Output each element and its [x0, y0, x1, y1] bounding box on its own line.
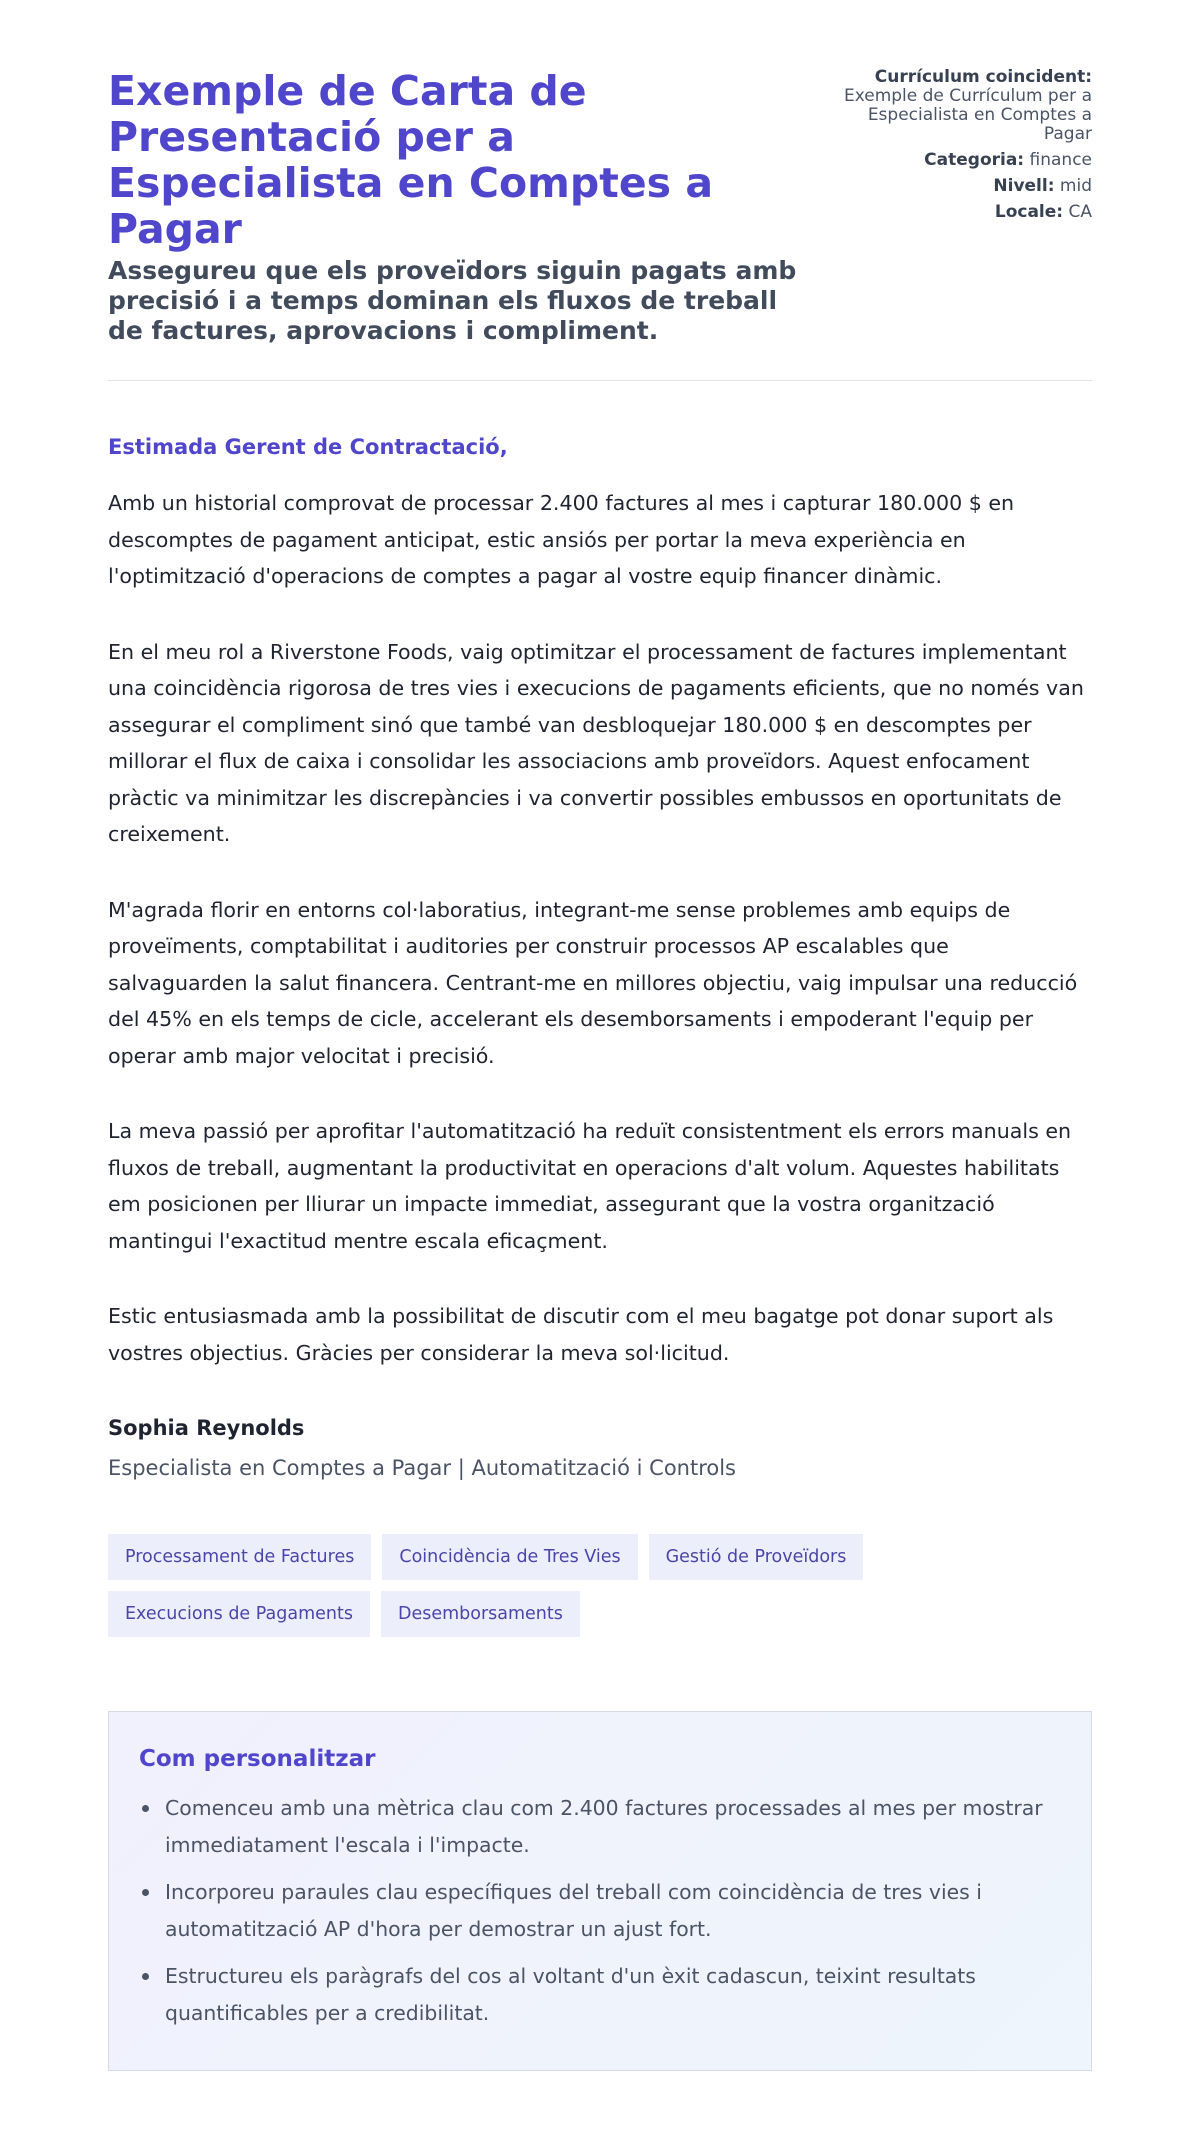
meta-panel	[827, 68, 1092, 229]
letter-salutation: Estimada Gerent de Contractació,	[108, 435, 508, 459]
meta-level-label: Nivell:	[993, 176, 1055, 196]
tips-item: Estructureu els paràgrafs del cos al voltant d'un èxit cadascun, teixint resultats quantificables per a credibilitat.	[139, 1958, 1061, 2032]
signature-title: Especialista en Comptes a Pagar | Automatització i Controls	[108, 1456, 737, 1480]
meta-category-value: finance	[1029, 150, 1092, 170]
letter-paragraph: La meva passió per aprofitar l'automatització ha reduït consistentment els errors manuals en fluxos de treball, augmentant la productivitat en operacions d'alt volum. Aquestes habilitats em posicionen per lliurar un impacte immediat, assegurant que la vostra organització mantingui l'exactitud mentre escala eficaçment.	[108, 1119, 1072, 1253]
letter-paragraph: Amb un historial comprovat de processar 2.400 factures al mes i capturar 180.000 $ en descomptes de pagament anticipat, estic ansiós per portar la meva experiència en l'optimització d'operacions de comptes a pagar al vostre equip financer dinàmic.	[108, 491, 1015, 588]
meta-level-value: mid	[1059, 176, 1092, 196]
skill-tag: Coincidència de Tres Vies	[382, 1534, 637, 1580]
letter-paragraph: Estic entusiasmada amb la possibilitat de discutir com el meu bagatge pot donar suport als vostres objectius. Gràcies per considerar la meva sol·licitud.	[108, 1304, 1054, 1365]
page-subtitle: Assegureu que els proveïdors siguin pagats amb precisió i a temps dominan els fluxos de treball de factures, aprovacions i compliment.	[108, 256, 797, 345]
skill-tag: Execucions de Pagaments	[108, 1591, 370, 1637]
meta-locale-label: Locale:	[994, 202, 1064, 222]
skill-tags	[108, 1534, 988, 1648]
letter-paragraph: En el meu rol a Riverstone Foods, vaig optimitzar el processament de factures implementant una coincidència rigorosa de tres vies i execucions de pagaments eficients, que no només van assegurar el compliment sinó que també van desbloquejar 180.000 $ en descomptes per millorar el flux de caixa i consolidar les associacions amb proveïdors. Aquest enfocament pràctic va minimitzar les discrepàncies i va convertir possibles embussos en oportunitats de creixement.	[108, 639, 1084, 846]
page-title: Exemple de Carta de Presentació per a Especialista en Comptes a Pagar	[108, 67, 713, 253]
skill-tag: Desemborsaments	[381, 1591, 580, 1637]
page-header	[108, 68, 1092, 381]
letter-body	[108, 485, 1092, 1371]
tips-item: Comenceu amb una mètrica clau com 2.400 factures processades al mes per mostrar immediatament l'escala i l'impacte.	[139, 1790, 1061, 1864]
meta-locale-value: CA	[1068, 202, 1092, 222]
tips-list	[139, 1790, 1061, 2032]
tips-item: Incorporeu paraules clau específiques del treball com coincidència de tres vies i automatització AP d'hora per demostrar un ajust fort.	[139, 1874, 1061, 1948]
title-block	[108, 68, 798, 346]
meta-category-label: Categoria:	[924, 150, 1025, 170]
skill-tag: Gestió de Proveïdors	[649, 1534, 864, 1580]
skill-tag: Processament de Factures	[108, 1534, 371, 1580]
meta-resume-label: Currículum coincident:	[874, 67, 1092, 87]
meta-category	[827, 151, 1092, 170]
letter-paragraph: M'agrada florir en entorns col·laboratius, integrant-me sense problemes amb equips de proveïments, comptabilitat i auditories per construir processos AP escalables que salvaguarden la salut financera. Centrant-me en millores objectiu, vaig impulsar una reducció del 45% en els temps de cicle, accelerant els desemborsaments i empoderant l'equip per operar amb major velocitat i precisió.	[108, 897, 1078, 1068]
customization-tips	[108, 1711, 1092, 2071]
meta-resume	[827, 68, 1092, 144]
meta-level	[827, 177, 1092, 196]
meta-resume-value: Exemple de Currículum per a Especialista en Comptes a Pagar	[843, 86, 1092, 144]
signature-name: Sophia Reynolds	[108, 1416, 305, 1440]
tips-title: Com personalitzar	[139, 1746, 376, 1772]
meta-locale	[827, 203, 1092, 222]
